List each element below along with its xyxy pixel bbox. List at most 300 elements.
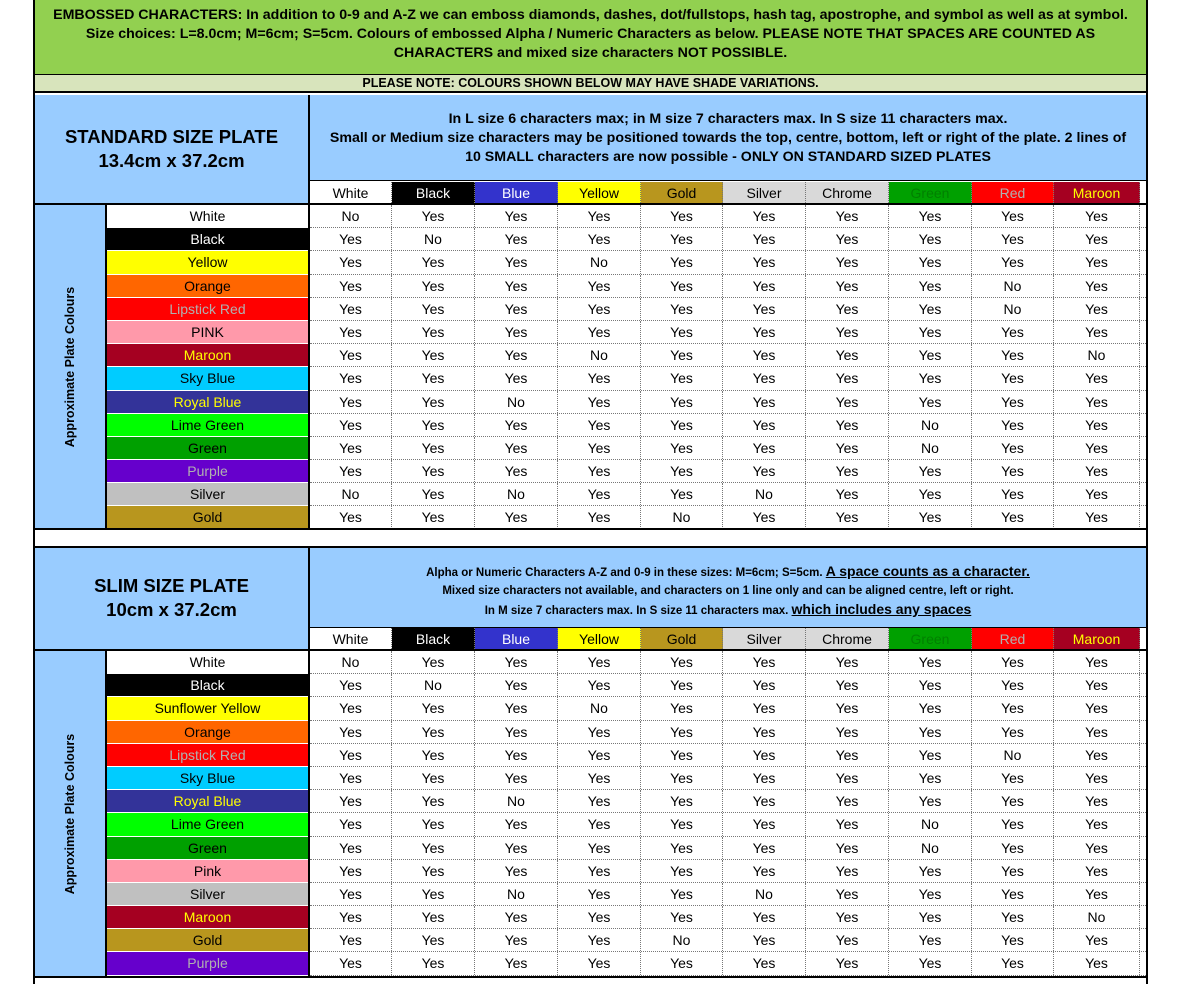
compatibility-cell: Yes xyxy=(972,906,1054,928)
compatibility-cell: No xyxy=(723,883,806,905)
compatibility-cell: Yes xyxy=(889,674,972,696)
table-row xyxy=(310,767,1146,790)
compatibility-cell: Yes xyxy=(310,744,392,766)
column-header-gold: Gold xyxy=(641,628,723,651)
compatibility-cell: Yes xyxy=(392,767,475,789)
compatibility-cell: Yes xyxy=(806,813,889,835)
compatibility-cell: Yes xyxy=(1054,506,1140,528)
slim-desc-line-2: Mixed size characters not available, and characters on 1 line only and can be aligned centre, left or right. xyxy=(442,585,1014,597)
table-row xyxy=(310,414,1146,437)
compatibility-cell: Yes xyxy=(889,744,972,766)
compatibility-cell: Yes xyxy=(889,205,972,227)
compatibility-cell: Yes xyxy=(723,790,806,812)
compatibility-cell: Yes xyxy=(558,483,641,505)
compatibility-cell: Yes xyxy=(1054,205,1140,227)
standard-plate-colour-list xyxy=(107,205,310,529)
slim-desc-line-1-text: Alpha or Numeric Characters A-Z and 0-9 in these sizes: M=6cm; S=5cm. xyxy=(426,567,826,579)
compatibility-cell: Yes xyxy=(1054,414,1140,436)
compatibility-cell: Yes xyxy=(558,744,641,766)
compatibility-cell: Yes xyxy=(641,275,723,297)
compatibility-cell: Yes xyxy=(1054,651,1140,673)
compatibility-cell: Yes xyxy=(310,275,392,297)
column-header-silver: Silver xyxy=(723,182,806,205)
slim-desc-line-1 xyxy=(310,562,1146,582)
compatibility-cell: Yes xyxy=(972,651,1054,673)
table-row xyxy=(310,929,1146,952)
compatibility-cell: Yes xyxy=(1054,744,1140,766)
table-row xyxy=(310,437,1146,460)
compatibility-cell: Yes xyxy=(475,906,558,928)
table-row xyxy=(310,321,1146,344)
compatibility-cell: Yes xyxy=(806,321,889,343)
compatibility-cell: Yes xyxy=(558,506,641,528)
table-row xyxy=(310,697,1146,720)
table-row xyxy=(310,721,1146,744)
compatibility-cell: No xyxy=(972,744,1054,766)
compatibility-cell: Yes xyxy=(641,367,723,389)
compatibility-cell: Yes xyxy=(641,414,723,436)
plate-colour-label: Pink xyxy=(107,860,308,883)
plate-colour-label: White xyxy=(107,205,308,228)
compatibility-cell: Yes xyxy=(310,860,392,882)
standard-compatibility-grid xyxy=(310,205,1146,530)
compatibility-cell: Yes xyxy=(972,391,1054,413)
shade-variation-note: PLEASE NOTE: COLOURS SHOWN BELOW MAY HAVE SHADE VARIATIONS. xyxy=(35,75,1146,93)
colour-chart-sheet xyxy=(33,0,1148,984)
compatibility-cell: Yes xyxy=(806,721,889,743)
compatibility-cell: Yes xyxy=(889,275,972,297)
compatibility-cell: Yes xyxy=(972,321,1054,343)
compatibility-cell: Yes xyxy=(558,906,641,928)
compatibility-cell: Yes xyxy=(641,251,723,273)
compatibility-cell: Yes xyxy=(889,321,972,343)
compatibility-cell: Yes xyxy=(972,674,1054,696)
compatibility-cell: Yes xyxy=(1054,883,1140,905)
banner-line-3: CHARACTERS and mixed size characters NOT POSSIBLE. xyxy=(393,45,788,61)
compatibility-cell: Yes xyxy=(558,205,641,227)
compatibility-cell: Yes xyxy=(475,674,558,696)
compatibility-cell: Yes xyxy=(972,929,1054,951)
compatibility-cell: Yes xyxy=(558,275,641,297)
plate-colour-label: Orange xyxy=(107,275,308,298)
compatibility-cell: Yes xyxy=(972,437,1054,459)
compatibility-cell: No xyxy=(392,674,475,696)
slim-side-label xyxy=(35,651,107,977)
column-header-black: Black xyxy=(392,628,475,651)
compatibility-cell: Yes xyxy=(806,744,889,766)
compatibility-cell: Yes xyxy=(558,813,641,835)
plate-colour-label: Yellow xyxy=(107,251,308,274)
compatibility-cell: Yes xyxy=(641,391,723,413)
plate-colour-label: Royal Blue xyxy=(107,790,308,813)
column-header-white: White xyxy=(310,182,392,205)
table-row xyxy=(310,744,1146,767)
compatibility-cell: Yes xyxy=(558,651,641,673)
compatibility-cell: Yes xyxy=(475,321,558,343)
compatibility-cell: Yes xyxy=(558,721,641,743)
compatibility-cell: No xyxy=(475,391,558,413)
compatibility-cell: No xyxy=(392,228,475,250)
compatibility-cell: Yes xyxy=(475,767,558,789)
table-row xyxy=(310,251,1146,274)
compatibility-cell: Yes xyxy=(806,860,889,882)
slim-desc-line-3-text: In M size 7 characters max. In S size 11 characters max. xyxy=(484,605,792,617)
compatibility-cell: Yes xyxy=(806,929,889,951)
compatibility-cell: Yes xyxy=(806,837,889,859)
compatibility-cell: Yes xyxy=(972,414,1054,436)
compatibility-cell: Yes xyxy=(310,344,392,366)
compatibility-cell: Yes xyxy=(558,460,641,482)
compatibility-cell: Yes xyxy=(641,906,723,928)
standard-desc-line-2: Small or Medium size characters may be positioned towards the top, centre, bottom, left or right of the plate. 2 lines of xyxy=(329,130,1127,146)
slim-character-colour-header xyxy=(310,628,1146,651)
plate-colour-label: Sunflower Yellow xyxy=(107,697,308,720)
compatibility-cell: Yes xyxy=(972,952,1054,974)
slim-plate-title xyxy=(35,548,310,649)
compatibility-cell: Yes xyxy=(475,298,558,320)
compatibility-cell: Yes xyxy=(723,952,806,974)
compatibility-cell: Yes xyxy=(723,391,806,413)
compatibility-cell: Yes xyxy=(723,767,806,789)
compatibility-cell: Yes xyxy=(475,275,558,297)
compatibility-cell: Yes xyxy=(392,744,475,766)
compatibility-cell: Yes xyxy=(475,813,558,835)
column-header-gold: Gold xyxy=(641,182,723,205)
compatibility-cell: Yes xyxy=(641,952,723,974)
compatibility-cell: Yes xyxy=(723,275,806,297)
plate-colour-label: Maroon xyxy=(107,344,308,367)
compatibility-cell: Yes xyxy=(806,651,889,673)
plate-colour-label: Maroon xyxy=(107,906,308,929)
compatibility-cell: Yes xyxy=(889,460,972,482)
compatibility-cell: Yes xyxy=(1054,767,1140,789)
compatibility-cell: No xyxy=(310,651,392,673)
table-row xyxy=(310,860,1146,883)
compatibility-cell: Yes xyxy=(806,228,889,250)
slim-desc-spaces-note: which includes any spaces xyxy=(791,601,972,617)
compatibility-cell: Yes xyxy=(641,674,723,696)
compatibility-cell: Yes xyxy=(475,460,558,482)
compatibility-cell: Yes xyxy=(723,860,806,882)
compatibility-cell: Yes xyxy=(641,321,723,343)
compatibility-cell: Yes xyxy=(723,205,806,227)
compatibility-cell: Yes xyxy=(392,506,475,528)
compatibility-cell: Yes xyxy=(723,697,806,719)
compatibility-cell: Yes xyxy=(889,298,972,320)
compatibility-cell: Yes xyxy=(1054,674,1140,696)
compatibility-cell: Yes xyxy=(723,228,806,250)
compatibility-cell: Yes xyxy=(1054,251,1140,273)
plate-colour-label: Purple xyxy=(107,460,308,483)
compatibility-cell: Yes xyxy=(310,674,392,696)
standard-plate-name: STANDARD SIZE PLATE xyxy=(64,126,279,147)
compatibility-cell: Yes xyxy=(392,721,475,743)
compatibility-cell: Yes xyxy=(1054,483,1140,505)
compatibility-cell: Yes xyxy=(889,651,972,673)
compatibility-cell: Yes xyxy=(558,767,641,789)
slim-plate-size: 10cm x 37.2cm xyxy=(106,599,237,620)
compatibility-cell: Yes xyxy=(641,483,723,505)
compatibility-cell: Yes xyxy=(392,321,475,343)
compatibility-cell: Yes xyxy=(641,298,723,320)
compatibility-cell: Yes xyxy=(558,391,641,413)
slim-plate-colour-list xyxy=(107,651,310,977)
table-row xyxy=(310,228,1146,251)
slim-compatibility-grid xyxy=(310,651,1146,976)
plate-colour-label: Royal Blue xyxy=(107,391,308,414)
compatibility-cell: No xyxy=(972,275,1054,297)
compatibility-cell: Yes xyxy=(806,906,889,928)
compatibility-cell: Yes xyxy=(806,205,889,227)
column-header-yellow: Yellow xyxy=(558,628,641,651)
compatibility-cell: Yes xyxy=(1054,929,1140,951)
compatibility-cell: Yes xyxy=(1054,790,1140,812)
slim-desc-space-note: A space counts as a character. xyxy=(825,563,1030,579)
compatibility-cell: Yes xyxy=(889,860,972,882)
compatibility-cell: Yes xyxy=(806,952,889,974)
compatibility-cell: No xyxy=(475,790,558,812)
compatibility-cell: Yes xyxy=(558,883,641,905)
compatibility-cell: Yes xyxy=(806,391,889,413)
compatibility-cell: No xyxy=(889,414,972,436)
compatibility-cell: Yes xyxy=(723,414,806,436)
compatibility-cell: Yes xyxy=(806,460,889,482)
plate-colour-label: Lipstick Red xyxy=(107,298,308,321)
compatibility-cell: Yes xyxy=(641,813,723,835)
side-label-text: Approximate Plate Colours xyxy=(63,286,77,448)
compatibility-cell: Yes xyxy=(558,414,641,436)
compatibility-cell: Yes xyxy=(806,251,889,273)
compatibility-cell: Yes xyxy=(641,767,723,789)
column-header-green: Green xyxy=(889,628,972,651)
compatibility-cell: Yes xyxy=(310,697,392,719)
compatibility-cell: Yes xyxy=(889,929,972,951)
compatibility-cell: No xyxy=(889,813,972,835)
compatibility-cell: Yes xyxy=(558,674,641,696)
compatibility-cell: Yes xyxy=(641,697,723,719)
compatibility-cell: Yes xyxy=(972,697,1054,719)
compatibility-cell: Yes xyxy=(723,251,806,273)
table-row xyxy=(310,298,1146,321)
column-header-green: Green xyxy=(889,182,972,205)
compatibility-cell: Yes xyxy=(310,228,392,250)
compatibility-cell: Yes xyxy=(889,506,972,528)
side-label-text: Approximate Plate Colours xyxy=(63,733,77,895)
compatibility-cell: Yes xyxy=(806,674,889,696)
plate-colour-label: Lipstick Red xyxy=(107,744,308,767)
column-header-silver: Silver xyxy=(723,628,806,651)
compatibility-cell: Yes xyxy=(889,790,972,812)
compatibility-cell: Yes xyxy=(310,321,392,343)
compatibility-cell: Yes xyxy=(310,367,392,389)
compatibility-cell: Yes xyxy=(806,414,889,436)
table-row xyxy=(310,906,1146,929)
compatibility-cell: Yes xyxy=(1054,298,1140,320)
compatibility-cell: No xyxy=(889,837,972,859)
compatibility-cell: Yes xyxy=(392,883,475,905)
table-row xyxy=(310,367,1146,390)
compatibility-cell: Yes xyxy=(723,344,806,366)
compatibility-cell: Yes xyxy=(806,790,889,812)
compatibility-cell: Yes xyxy=(392,414,475,436)
standard-character-colour-header xyxy=(310,182,1146,205)
standard-side-label xyxy=(35,205,107,529)
compatibility-cell: Yes xyxy=(972,813,1054,835)
table-row xyxy=(310,813,1146,836)
compatibility-cell: No xyxy=(475,883,558,905)
table-row xyxy=(310,674,1146,697)
compatibility-cell: Yes xyxy=(558,437,641,459)
compatibility-cell: Yes xyxy=(392,367,475,389)
compatibility-cell: Yes xyxy=(475,860,558,882)
compatibility-cell: Yes xyxy=(889,952,972,974)
column-header-blue: Blue xyxy=(475,628,558,651)
plate-colour-label: Black xyxy=(107,674,308,697)
table-row xyxy=(310,506,1146,529)
compatibility-cell: Yes xyxy=(972,205,1054,227)
compatibility-cell: Yes xyxy=(475,506,558,528)
column-header-chrome: Chrome xyxy=(806,182,889,205)
divider xyxy=(35,976,1146,978)
compatibility-cell: No xyxy=(889,437,972,459)
compatibility-cell: Yes xyxy=(723,506,806,528)
plate-colour-label: Gold xyxy=(107,506,308,529)
compatibility-cell: Yes xyxy=(889,767,972,789)
compatibility-cell: Yes xyxy=(475,837,558,859)
compatibility-cell: Yes xyxy=(723,367,806,389)
compatibility-cell: No xyxy=(1054,906,1140,928)
compatibility-cell: Yes xyxy=(475,952,558,974)
compatibility-cell: Yes xyxy=(1054,813,1140,835)
compatibility-cell: Yes xyxy=(972,483,1054,505)
compatibility-cell: Yes xyxy=(972,506,1054,528)
compatibility-cell: Yes xyxy=(889,697,972,719)
plate-colour-label: White xyxy=(107,651,308,674)
plate-colour-label: Green xyxy=(107,837,308,860)
compatibility-cell: Yes xyxy=(1054,228,1140,250)
compatibility-cell: No xyxy=(475,483,558,505)
compatibility-cell: Yes xyxy=(310,251,392,273)
compatibility-cell: Yes xyxy=(392,813,475,835)
compatibility-cell: Yes xyxy=(392,860,475,882)
compatibility-cell: No xyxy=(641,506,723,528)
column-header-black: Black xyxy=(392,182,475,205)
plate-colour-label: Lime Green xyxy=(107,813,308,836)
compatibility-cell: Yes xyxy=(1054,697,1140,719)
compatibility-cell: Yes xyxy=(889,251,972,273)
table-row xyxy=(310,837,1146,860)
compatibility-cell: Yes xyxy=(806,298,889,320)
compatibility-cell: Yes xyxy=(972,228,1054,250)
column-header-white: White xyxy=(310,628,392,651)
compatibility-cell: Yes xyxy=(475,744,558,766)
table-row xyxy=(310,883,1146,906)
compatibility-cell: Yes xyxy=(723,837,806,859)
compatibility-cell: Yes xyxy=(972,837,1054,859)
compatibility-cell: Yes xyxy=(889,391,972,413)
slim-plate-name: SLIM SIZE PLATE xyxy=(94,575,249,596)
compatibility-cell: Yes xyxy=(558,952,641,974)
column-header-maroon: Maroon xyxy=(1054,628,1140,651)
column-header-red: Red xyxy=(972,182,1054,205)
compatibility-cell: Yes xyxy=(1054,391,1140,413)
compatibility-cell: Yes xyxy=(723,721,806,743)
compatibility-cell: Yes xyxy=(1054,460,1140,482)
compatibility-cell: Yes xyxy=(392,906,475,928)
compatibility-cell: Yes xyxy=(558,228,641,250)
compatibility-cell: Yes xyxy=(1054,952,1140,974)
compatibility-cell: Yes xyxy=(475,721,558,743)
compatibility-cell: Yes xyxy=(723,651,806,673)
compatibility-cell: Yes xyxy=(392,391,475,413)
compatibility-cell: No xyxy=(558,251,641,273)
compatibility-cell: Yes xyxy=(475,344,558,366)
compatibility-cell: Yes xyxy=(889,228,972,250)
compatibility-cell: No xyxy=(972,298,1054,320)
compatibility-cell: Yes xyxy=(641,790,723,812)
compatibility-cell: Yes xyxy=(310,414,392,436)
plate-colour-label: Purple xyxy=(107,952,308,975)
compatibility-cell: No xyxy=(310,205,392,227)
compatibility-cell: Yes xyxy=(310,906,392,928)
compatibility-cell: Yes xyxy=(972,367,1054,389)
compatibility-cell: Yes xyxy=(475,651,558,673)
compatibility-cell: Yes xyxy=(392,437,475,459)
compatibility-cell: Yes xyxy=(475,437,558,459)
compatibility-cell: Yes xyxy=(392,952,475,974)
table-row xyxy=(310,205,1146,228)
compatibility-cell: Yes xyxy=(723,437,806,459)
table-row xyxy=(310,344,1146,367)
compatibility-cell: Yes xyxy=(475,697,558,719)
compatibility-cell: Yes xyxy=(310,391,392,413)
plate-colour-label: PINK xyxy=(107,321,308,344)
compatibility-cell: Yes xyxy=(392,790,475,812)
compatibility-cell: Yes xyxy=(889,483,972,505)
compatibility-cell: Yes xyxy=(392,837,475,859)
compatibility-cell: Yes xyxy=(310,813,392,835)
compatibility-cell: Yes xyxy=(558,860,641,882)
plate-colour-label: Lime Green xyxy=(107,414,308,437)
plate-colour-label: Silver xyxy=(107,483,308,506)
compatibility-cell: Yes xyxy=(889,721,972,743)
compatibility-cell: Yes xyxy=(641,837,723,859)
compatibility-cell: Yes xyxy=(310,506,392,528)
compatibility-cell: Yes xyxy=(310,883,392,905)
compatibility-cell: Yes xyxy=(972,790,1054,812)
table-row xyxy=(310,275,1146,298)
compatibility-cell: Yes xyxy=(806,437,889,459)
column-header-yellow: Yellow xyxy=(558,182,641,205)
compatibility-cell: Yes xyxy=(723,744,806,766)
compatibility-cell: Yes xyxy=(889,367,972,389)
compatibility-cell: Yes xyxy=(310,952,392,974)
compatibility-cell: Yes xyxy=(392,460,475,482)
slim-plate-description xyxy=(310,548,1146,628)
compatibility-cell: Yes xyxy=(1054,837,1140,859)
compatibility-cell: Yes xyxy=(806,344,889,366)
plate-colour-label: Sky Blue xyxy=(107,767,308,790)
compatibility-cell: Yes xyxy=(392,697,475,719)
compatibility-cell: Yes xyxy=(310,837,392,859)
plate-colour-label: Gold xyxy=(107,929,308,952)
compatibility-cell: Yes xyxy=(475,929,558,951)
compatibility-cell: Yes xyxy=(889,883,972,905)
standard-plate-description xyxy=(310,95,1146,181)
compatibility-cell: Yes xyxy=(806,697,889,719)
embossed-characters-banner xyxy=(35,0,1146,75)
compatibility-cell: Yes xyxy=(310,437,392,459)
